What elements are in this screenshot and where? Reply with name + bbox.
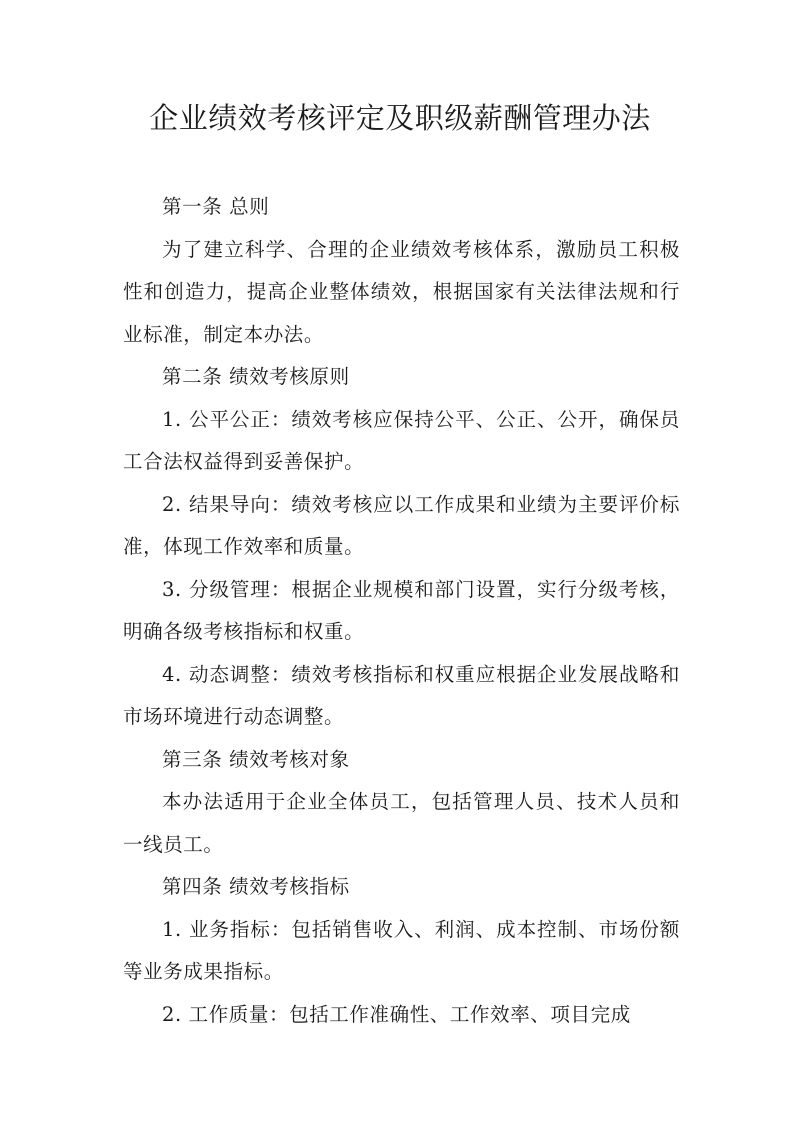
article-2-item-4: 4. 动态调整：绩效考核指标和权重应根据企业发展战略和市场环境进行动态调整。 <box>123 662 680 728</box>
article-1-heading: 第一条 总则 <box>162 195 270 218</box>
article-2-item-2: 2. 结果导向：绩效考核应以工作成果和业绩为主要评价标准，体现工作效率和质量。 <box>123 492 680 558</box>
article-2-item-3: 3. 分级管理：根据企业规模和部门设置，实行分级考核，明确各级考核指标和权重。 <box>123 577 680 643</box>
document-body <box>123 186 680 1036</box>
article-1-text: 为了建立科学、合理的企业绩效考核体系，激励员工积极性和创造力，提高企业整体绩效，根据国家有关法律法规和行业标准，制定本办法。 <box>123 237 680 346</box>
document-title: 企业绩效考核评定及职级薪酬管理办法 <box>149 101 651 135</box>
article-3-text: 本办法适用于企业全体员工，包括管理人员、技术人员和一线员工。 <box>123 790 680 856</box>
article-2-item-1: 1. 公平公正：绩效考核应保持公平、公正、公开，确保员工合法权益得到妥善保护。 <box>123 407 680 473</box>
article-3-heading: 第三条 绩效考核对象 <box>162 747 350 771</box>
article-4-item-2: 2. 工作质量：包括工作准确性、工作效率、项目完成 <box>162 1002 631 1026</box>
article-2-heading: 第二条 绩效考核原则 <box>162 365 350 388</box>
article-4-heading: 第四条 绩效考核指标 <box>162 875 350 898</box>
article-4-item-1: 1. 业务指标：包括销售收入、利润、成本控制、市场份额等业务成果指标。 <box>123 917 680 983</box>
